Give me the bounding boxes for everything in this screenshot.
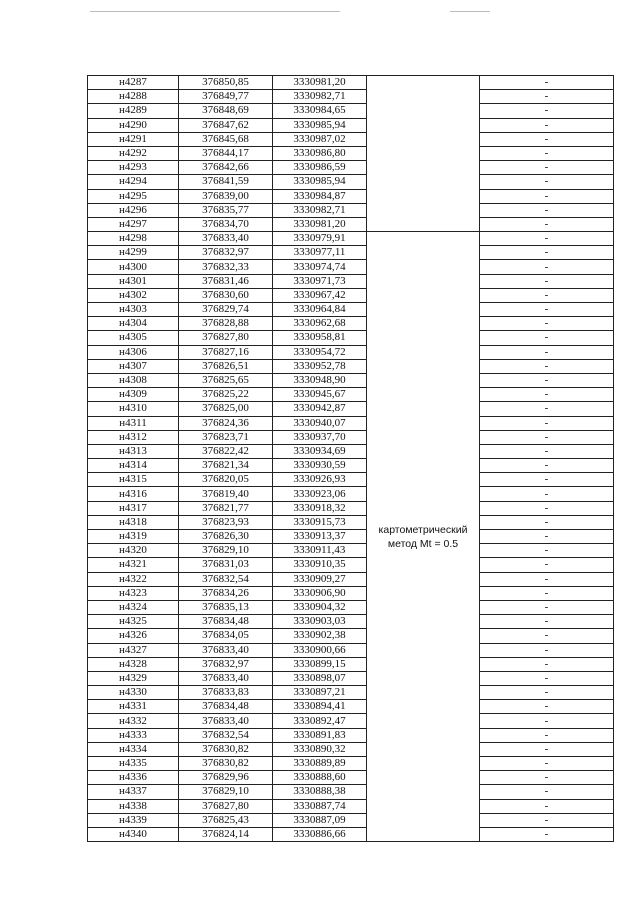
note-cell: - <box>480 558 614 572</box>
point-id-cell: н4291 <box>88 132 179 146</box>
table-row <box>88 530 614 544</box>
note-cell: - <box>480 118 614 132</box>
y-coordinate-cell: 3330890,32 <box>273 742 367 756</box>
y-coordinate-cell: 3330918,32 <box>273 501 367 515</box>
x-coordinate-cell: 376829,10 <box>179 544 273 558</box>
point-id-cell: н4307 <box>88 359 179 373</box>
x-coordinate-cell: 376821,34 <box>179 459 273 473</box>
note-cell: - <box>480 785 614 799</box>
x-coordinate-cell: 376833,40 <box>179 643 273 657</box>
note-cell: - <box>480 487 614 501</box>
note-cell: - <box>480 76 614 90</box>
x-coordinate-cell: 376841,59 <box>179 175 273 189</box>
table-row <box>88 317 614 331</box>
table-row <box>88 700 614 714</box>
note-cell: - <box>480 515 614 529</box>
y-coordinate-cell: 3330977,11 <box>273 246 367 260</box>
x-coordinate-cell: 376847,62 <box>179 118 273 132</box>
note-cell: - <box>480 189 614 203</box>
table-row <box>88 246 614 260</box>
x-coordinate-cell: 376848,69 <box>179 104 273 118</box>
y-coordinate-cell: 3330887,09 <box>273 813 367 827</box>
table-row <box>88 175 614 189</box>
point-id-cell: н4321 <box>88 558 179 572</box>
y-coordinate-cell: 3330964,84 <box>273 303 367 317</box>
y-coordinate-cell: 3330948,90 <box>273 373 367 387</box>
y-coordinate-cell: 3330982,71 <box>273 203 367 217</box>
note-cell: - <box>480 90 614 104</box>
note-cell: - <box>480 742 614 756</box>
note-cell: - <box>480 288 614 302</box>
point-id-cell: н4325 <box>88 615 179 629</box>
x-coordinate-cell: 376832,97 <box>179 657 273 671</box>
method-cell: картометрический метод Mt = 0.5 <box>367 232 480 842</box>
table-row <box>88 771 614 785</box>
table-row <box>88 785 614 799</box>
table-row <box>88 827 614 841</box>
y-coordinate-cell: 3330937,70 <box>273 430 367 444</box>
note-cell: - <box>480 217 614 231</box>
table-row <box>88 303 614 317</box>
point-id-cell: н4340 <box>88 827 179 841</box>
note-cell: - <box>480 700 614 714</box>
y-coordinate-cell: 3330967,42 <box>273 288 367 302</box>
y-coordinate-cell: 3330986,80 <box>273 146 367 160</box>
point-id-cell: н4326 <box>88 629 179 643</box>
table-row <box>88 104 614 118</box>
x-coordinate-cell: 376824,14 <box>179 827 273 841</box>
note-cell: - <box>480 671 614 685</box>
note-cell: - <box>480 161 614 175</box>
table-row <box>88 402 614 416</box>
y-coordinate-cell: 3330894,41 <box>273 700 367 714</box>
x-coordinate-cell: 376835,13 <box>179 600 273 614</box>
y-coordinate-cell: 3330979,91 <box>273 232 367 246</box>
table-row <box>88 473 614 487</box>
note-cell: - <box>480 799 614 813</box>
point-id-cell: н4338 <box>88 799 179 813</box>
x-coordinate-cell: 376825,00 <box>179 402 273 416</box>
y-coordinate-cell: 3330889,89 <box>273 757 367 771</box>
y-coordinate-cell: 3330898,07 <box>273 671 367 685</box>
note-cell: - <box>480 444 614 458</box>
point-id-cell: н4290 <box>88 118 179 132</box>
x-coordinate-cell: 376822,42 <box>179 444 273 458</box>
y-coordinate-cell: 3330913,37 <box>273 530 367 544</box>
x-coordinate-cell: 376834,48 <box>179 700 273 714</box>
table-row <box>88 416 614 430</box>
x-coordinate-cell: 376825,65 <box>179 373 273 387</box>
note-cell: - <box>480 303 614 317</box>
note-cell: - <box>480 388 614 402</box>
y-coordinate-cell: 3330942,87 <box>273 402 367 416</box>
x-coordinate-cell: 376833,40 <box>179 671 273 685</box>
y-coordinate-cell: 3330952,78 <box>273 359 367 373</box>
y-coordinate-cell: 3330984,87 <box>273 189 367 203</box>
point-id-cell: н4295 <box>88 189 179 203</box>
point-id-cell: н4315 <box>88 473 179 487</box>
note-cell: - <box>480 728 614 742</box>
point-id-cell: н4316 <box>88 487 179 501</box>
y-coordinate-cell: 3330984,65 <box>273 104 367 118</box>
note-cell: - <box>480 501 614 515</box>
note-cell: - <box>480 813 614 827</box>
table-row <box>88 728 614 742</box>
x-coordinate-cell: 376829,96 <box>179 771 273 785</box>
point-id-cell: н4324 <box>88 600 179 614</box>
note-cell: - <box>480 600 614 614</box>
y-coordinate-cell: 3330888,38 <box>273 785 367 799</box>
y-coordinate-cell: 3330888,60 <box>273 771 367 785</box>
note-cell: - <box>480 714 614 728</box>
table-row <box>88 444 614 458</box>
table-row <box>88 487 614 501</box>
y-coordinate-cell: 3330892,47 <box>273 714 367 728</box>
table-row <box>88 643 614 657</box>
point-id-cell: н4323 <box>88 586 179 600</box>
table-row <box>88 331 614 345</box>
coordinates-table <box>87 75 614 842</box>
method-cell <box>367 76 480 232</box>
point-id-cell: н4336 <box>88 771 179 785</box>
note-cell: - <box>480 331 614 345</box>
table-row <box>88 714 614 728</box>
x-coordinate-cell: 376831,03 <box>179 558 273 572</box>
x-coordinate-cell: 376825,22 <box>179 388 273 402</box>
x-coordinate-cell: 376834,26 <box>179 586 273 600</box>
point-id-cell: н4301 <box>88 274 179 288</box>
note-cell: - <box>480 232 614 246</box>
table-row <box>88 615 614 629</box>
point-id-cell: н4337 <box>88 785 179 799</box>
point-id-cell: н4312 <box>88 430 179 444</box>
note-cell: - <box>480 657 614 671</box>
table-row <box>88 388 614 402</box>
note-cell: - <box>480 402 614 416</box>
y-coordinate-cell: 3330934,69 <box>273 444 367 458</box>
y-coordinate-cell: 3330981,20 <box>273 217 367 231</box>
x-coordinate-cell: 376827,16 <box>179 345 273 359</box>
y-coordinate-cell: 3330985,94 <box>273 118 367 132</box>
y-coordinate-cell: 3330930,59 <box>273 459 367 473</box>
note-cell: - <box>480 246 614 260</box>
x-coordinate-cell: 376824,36 <box>179 416 273 430</box>
y-coordinate-cell: 3330954,72 <box>273 345 367 359</box>
note-cell: - <box>480 586 614 600</box>
point-id-cell: н4303 <box>88 303 179 317</box>
x-coordinate-cell: 376826,30 <box>179 530 273 544</box>
point-id-cell: н4335 <box>88 757 179 771</box>
table-row <box>88 260 614 274</box>
y-coordinate-cell: 3330915,73 <box>273 515 367 529</box>
note-cell: - <box>480 345 614 359</box>
y-coordinate-cell: 3330891,83 <box>273 728 367 742</box>
x-coordinate-cell: 376826,51 <box>179 359 273 373</box>
x-coordinate-cell: 376842,66 <box>179 161 273 175</box>
point-id-cell: н4293 <box>88 161 179 175</box>
x-coordinate-cell: 376833,83 <box>179 686 273 700</box>
point-id-cell: н4306 <box>88 345 179 359</box>
table-row <box>88 600 614 614</box>
point-id-cell: н4309 <box>88 388 179 402</box>
table-row <box>88 572 614 586</box>
point-id-cell: н4297 <box>88 217 179 231</box>
table-row <box>88 288 614 302</box>
x-coordinate-cell: 376834,48 <box>179 615 273 629</box>
x-coordinate-cell: 376844,17 <box>179 146 273 160</box>
table-row <box>88 373 614 387</box>
table-row <box>88 359 614 373</box>
scan-artifact-line <box>450 11 490 12</box>
x-coordinate-cell: 376832,97 <box>179 246 273 260</box>
x-coordinate-cell: 376819,40 <box>179 487 273 501</box>
point-id-cell: н4320 <box>88 544 179 558</box>
point-id-cell: н4329 <box>88 671 179 685</box>
point-id-cell: н4327 <box>88 643 179 657</box>
note-cell: - <box>480 373 614 387</box>
table-row <box>88 430 614 444</box>
table-row <box>88 132 614 146</box>
note-cell: - <box>480 615 614 629</box>
y-coordinate-cell: 3330903,03 <box>273 615 367 629</box>
x-coordinate-cell: 376833,40 <box>179 714 273 728</box>
point-id-cell: н4319 <box>88 530 179 544</box>
point-id-cell: н4302 <box>88 288 179 302</box>
note-cell: - <box>480 175 614 189</box>
x-coordinate-cell: 376845,68 <box>179 132 273 146</box>
note-cell: - <box>480 203 614 217</box>
point-id-cell: н4331 <box>88 700 179 714</box>
table-row <box>88 799 614 813</box>
point-id-cell: н4294 <box>88 175 179 189</box>
table-row <box>88 501 614 515</box>
y-coordinate-cell: 3330981,20 <box>273 76 367 90</box>
table-row <box>88 742 614 756</box>
note-cell: - <box>480 643 614 657</box>
point-id-cell: н4328 <box>88 657 179 671</box>
x-coordinate-cell: 376825,43 <box>179 813 273 827</box>
note-cell: - <box>480 473 614 487</box>
y-coordinate-cell: 3330900,66 <box>273 643 367 657</box>
note-cell: - <box>480 686 614 700</box>
x-coordinate-cell: 376828,88 <box>179 317 273 331</box>
x-coordinate-cell: 376821,77 <box>179 501 273 515</box>
table-row <box>88 515 614 529</box>
y-coordinate-cell: 3330910,35 <box>273 558 367 572</box>
y-coordinate-cell: 3330911,43 <box>273 544 367 558</box>
table-row <box>88 671 614 685</box>
point-id-cell: н4313 <box>88 444 179 458</box>
y-coordinate-cell: 3330945,67 <box>273 388 367 402</box>
x-coordinate-cell: 376823,93 <box>179 515 273 529</box>
y-coordinate-cell: 3330926,93 <box>273 473 367 487</box>
point-id-cell: н4339 <box>88 813 179 827</box>
note-cell: - <box>480 530 614 544</box>
y-coordinate-cell: 3330886,66 <box>273 827 367 841</box>
y-coordinate-cell: 3330985,94 <box>273 175 367 189</box>
x-coordinate-cell: 376835,77 <box>179 203 273 217</box>
table-row <box>88 274 614 288</box>
point-id-cell: н4333 <box>88 728 179 742</box>
table-row <box>88 203 614 217</box>
y-coordinate-cell: 3330971,73 <box>273 274 367 288</box>
y-coordinate-cell: 3330987,02 <box>273 132 367 146</box>
table-row <box>88 757 614 771</box>
point-id-cell: н4308 <box>88 373 179 387</box>
note-cell: - <box>480 416 614 430</box>
note-cell: - <box>480 104 614 118</box>
point-id-cell: н4305 <box>88 331 179 345</box>
note-cell: - <box>480 274 614 288</box>
point-id-cell: н4322 <box>88 572 179 586</box>
x-coordinate-cell: 376823,71 <box>179 430 273 444</box>
table-row <box>88 161 614 175</box>
y-coordinate-cell: 3330958,81 <box>273 331 367 345</box>
note-cell: - <box>480 132 614 146</box>
table-row <box>88 232 614 246</box>
note-cell: - <box>480 544 614 558</box>
y-coordinate-cell: 3330974,74 <box>273 260 367 274</box>
table-row <box>88 90 614 104</box>
table-row <box>88 118 614 132</box>
table-row <box>88 217 614 231</box>
point-id-cell: н4318 <box>88 515 179 529</box>
point-id-cell: н4292 <box>88 146 179 160</box>
y-coordinate-cell: 3330982,71 <box>273 90 367 104</box>
point-id-cell: н4332 <box>88 714 179 728</box>
table-row <box>88 459 614 473</box>
table-row <box>88 686 614 700</box>
scan-artifact-line <box>90 11 340 12</box>
x-coordinate-cell: 376839,00 <box>179 189 273 203</box>
table-row <box>88 345 614 359</box>
x-coordinate-cell: 376850,85 <box>179 76 273 90</box>
y-coordinate-cell: 3330902,38 <box>273 629 367 643</box>
y-coordinate-cell: 3330906,90 <box>273 586 367 600</box>
x-coordinate-cell: 376834,05 <box>179 629 273 643</box>
x-coordinate-cell: 376827,80 <box>179 799 273 813</box>
point-id-cell: н4317 <box>88 501 179 515</box>
point-id-cell: н4288 <box>88 90 179 104</box>
coordinates-table-body <box>88 76 614 842</box>
y-coordinate-cell: 3330909,27 <box>273 572 367 586</box>
note-cell: - <box>480 260 614 274</box>
point-id-cell: н4330 <box>88 686 179 700</box>
note-cell: - <box>480 572 614 586</box>
point-id-cell: н4296 <box>88 203 179 217</box>
x-coordinate-cell: 376833,40 <box>179 232 273 246</box>
point-id-cell: н4300 <box>88 260 179 274</box>
table-row <box>88 629 614 643</box>
x-coordinate-cell: 376820,05 <box>179 473 273 487</box>
table-row <box>88 544 614 558</box>
note-cell: - <box>480 459 614 473</box>
x-coordinate-cell: 376830,82 <box>179 757 273 771</box>
note-cell: - <box>480 629 614 643</box>
y-coordinate-cell: 3330940,07 <box>273 416 367 430</box>
y-coordinate-cell: 3330923,06 <box>273 487 367 501</box>
x-coordinate-cell: 376830,60 <box>179 288 273 302</box>
y-coordinate-cell: 3330904,32 <box>273 600 367 614</box>
x-coordinate-cell: 376831,46 <box>179 274 273 288</box>
x-coordinate-cell: 376832,33 <box>179 260 273 274</box>
table-row <box>88 586 614 600</box>
x-coordinate-cell: 376827,80 <box>179 331 273 345</box>
point-id-cell: н4287 <box>88 76 179 90</box>
point-id-cell: н4334 <box>88 742 179 756</box>
note-cell: - <box>480 146 614 160</box>
x-coordinate-cell: 376834,70 <box>179 217 273 231</box>
note-cell: - <box>480 757 614 771</box>
point-id-cell: н4298 <box>88 232 179 246</box>
point-id-cell: н4314 <box>88 459 179 473</box>
note-cell: - <box>480 771 614 785</box>
point-id-cell: н4289 <box>88 104 179 118</box>
x-coordinate-cell: 376832,54 <box>179 572 273 586</box>
y-coordinate-cell: 3330986,59 <box>273 161 367 175</box>
y-coordinate-cell: 3330899,15 <box>273 657 367 671</box>
x-coordinate-cell: 376829,74 <box>179 303 273 317</box>
note-cell: - <box>480 430 614 444</box>
table-row <box>88 146 614 160</box>
y-coordinate-cell: 3330887,74 <box>273 799 367 813</box>
note-cell: - <box>480 317 614 331</box>
x-coordinate-cell: 376832,54 <box>179 728 273 742</box>
table-row <box>88 189 614 203</box>
table-row <box>88 558 614 572</box>
table-row <box>88 813 614 827</box>
x-coordinate-cell: 376829,10 <box>179 785 273 799</box>
table-row <box>88 657 614 671</box>
note-cell: - <box>480 827 614 841</box>
y-coordinate-cell: 3330962,68 <box>273 317 367 331</box>
point-id-cell: н4299 <box>88 246 179 260</box>
point-id-cell: н4310 <box>88 402 179 416</box>
x-coordinate-cell: 376830,82 <box>179 742 273 756</box>
note-cell: - <box>480 359 614 373</box>
table-row <box>88 76 614 90</box>
y-coordinate-cell: 3330897,21 <box>273 686 367 700</box>
point-id-cell: н4311 <box>88 416 179 430</box>
point-id-cell: н4304 <box>88 317 179 331</box>
x-coordinate-cell: 376849,77 <box>179 90 273 104</box>
